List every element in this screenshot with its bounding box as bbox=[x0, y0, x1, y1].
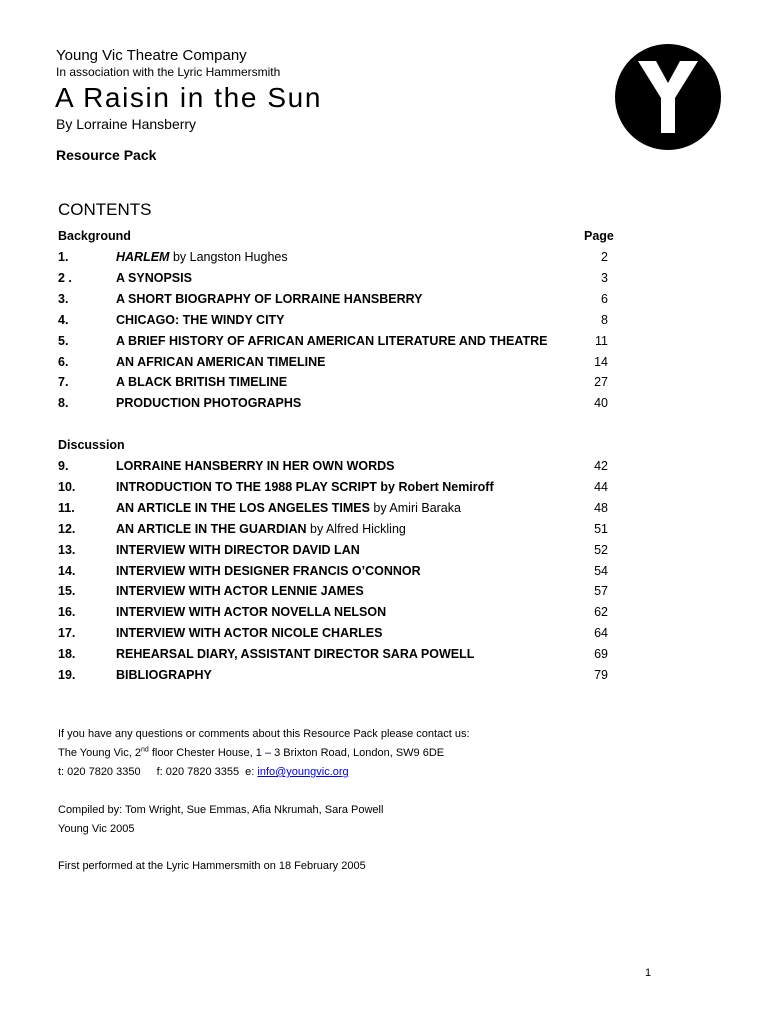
document-title: A Raisin in the Sun bbox=[55, 82, 322, 113]
resource-pack-label: Resource Pack bbox=[56, 147, 157, 163]
contents-row-page: 44 bbox=[594, 479, 608, 494]
contents-row-page: 64 bbox=[594, 626, 608, 641]
contents-row-title bbox=[116, 354, 325, 370]
page-column-header: Page bbox=[584, 229, 614, 243]
contents-row-title-italic: HARLEM bbox=[116, 250, 170, 264]
contents-row-number: 11. bbox=[58, 500, 75, 515]
contents-row-number: 12. bbox=[58, 521, 76, 536]
contents-row bbox=[58, 500, 618, 516]
contents-row bbox=[58, 521, 618, 537]
contents-row-number: 2 . bbox=[58, 270, 72, 285]
company-name: Young Vic Theatre Company bbox=[56, 47, 247, 64]
contents-row-title bbox=[116, 625, 382, 641]
contents-row-title-text: A SHORT BIOGRAPHY OF LORRAINE HANSBERRY bbox=[116, 291, 423, 306]
contents-row-number: 1. bbox=[58, 250, 69, 264]
contents-row-title bbox=[116, 479, 494, 495]
background-section-label: Background bbox=[58, 229, 131, 243]
contents-row-number: 18. bbox=[58, 647, 76, 662]
contents-row-page: 51 bbox=[594, 521, 608, 536]
contents-row bbox=[58, 354, 618, 370]
contents-row-number: 7. bbox=[58, 375, 69, 390]
contents-row bbox=[58, 604, 618, 620]
credit-year: Young Vic 2005 bbox=[58, 823, 135, 835]
contents-row-title-text: A BLACK BRITISH TIMELINE bbox=[116, 375, 288, 390]
contents-row-number: 4. bbox=[58, 312, 69, 327]
contents-row-number: 6. bbox=[58, 354, 69, 369]
contents-row-title-text: PRODUCTION PHOTOGRAPHS bbox=[116, 396, 302, 411]
contents-row-title bbox=[116, 291, 423, 307]
compiled-by: Compiled by: Tom Wright, Sue Emmas, Afia Nkrumah, Sara Powell bbox=[58, 804, 384, 816]
contents-row-title bbox=[116, 374, 287, 390]
contents-row-number: 19. bbox=[58, 668, 76, 682]
contents-row-title-text: REHEARSAL DIARY, ASSISTANT DIRECTOR SARA POWELL bbox=[116, 647, 475, 662]
contents-row bbox=[58, 542, 618, 558]
contents-row bbox=[58, 458, 618, 474]
contents-row-title-text: INTRODUCTION TO THE 1988 PLAY SCRIPT by Robert Nemiroff bbox=[116, 479, 494, 494]
contents-row-page: 2 bbox=[601, 250, 608, 264]
contents-row-title bbox=[116, 542, 360, 558]
contents-row-subtitle: by Langston Hughes bbox=[169, 250, 288, 264]
contact-email-label: e: bbox=[245, 766, 258, 778]
contents-row-title bbox=[116, 521, 406, 537]
contents-row bbox=[58, 563, 618, 579]
contents-row-number: 8. bbox=[58, 396, 69, 411]
contents-row bbox=[58, 395, 618, 411]
contents-row-number: 10. bbox=[58, 479, 76, 494]
contents-row-number: 9. bbox=[58, 459, 69, 473]
contact-email-link[interactable]: info@youngvic.org bbox=[257, 766, 349, 778]
contents-row-title bbox=[116, 604, 386, 620]
contents-row-number: 16. bbox=[58, 605, 76, 620]
page-number: 1 bbox=[645, 967, 652, 979]
contents-row-title bbox=[116, 312, 285, 328]
contents-row-title-text: A SYNOPSIS bbox=[116, 270, 192, 285]
contents-row-number: 15. bbox=[58, 584, 76, 599]
contents-row-title bbox=[116, 563, 421, 579]
contents-row-title-text: AN ARTICLE IN THE GUARDIAN bbox=[116, 521, 307, 536]
contents-row-page: 52 bbox=[594, 542, 608, 557]
contents-row-page: 48 bbox=[594, 500, 608, 515]
contents-row-title bbox=[116, 458, 394, 474]
contents-row-page: 57 bbox=[594, 584, 608, 599]
contents-row-title-text: CHICAGO: THE WINDY CITY bbox=[116, 312, 285, 327]
contents-row bbox=[58, 646, 618, 662]
contents-row-page: 62 bbox=[594, 605, 608, 620]
contents-row-title-text: A BRIEF HISTORY OF AFRICAN AMERICAN LITERATURE AND THEATRE bbox=[116, 333, 548, 348]
contents-row-number: 5. bbox=[58, 333, 69, 348]
contents-row-title-text: INTERVIEW WITH DIRECTOR DAVID LAN bbox=[116, 542, 360, 557]
contents-row bbox=[58, 625, 618, 641]
contents-row-page: 8 bbox=[601, 312, 608, 327]
contents-row-number: 3. bbox=[58, 291, 69, 306]
contents-row-title bbox=[116, 333, 547, 349]
contents-row-number: 14. bbox=[58, 563, 76, 578]
contents-row-title-text: LORRAINE HANSBERRY IN HER OWN WORDS bbox=[116, 459, 395, 473]
contents-row bbox=[58, 312, 618, 328]
contents-row-page: 14 bbox=[594, 354, 608, 369]
contents-row-title bbox=[116, 270, 192, 286]
contents-row-title-text: BIBLIOGRAPHY bbox=[116, 668, 212, 682]
contents-row-title bbox=[116, 395, 301, 411]
contact-intro: If you have any questions or comments about this Resource Pack please contact us: bbox=[58, 728, 470, 740]
address-post: floor Chester House, 1 – 3 Brixton Road, London, SW9 6DE bbox=[148, 747, 445, 759]
young-vic-logo-icon bbox=[614, 43, 722, 151]
contact-address bbox=[58, 746, 444, 760]
contents-row-page: 79 bbox=[594, 668, 608, 682]
contents-row-title-text: AN ARTICLE IN THE LOS ANGELES TIMES bbox=[116, 500, 370, 515]
contents-row-page: 3 bbox=[601, 270, 608, 285]
contents-row bbox=[58, 374, 618, 390]
contents-row bbox=[58, 583, 618, 599]
contents-row bbox=[58, 270, 618, 286]
contents-row-title-text: INTERVIEW WITH ACTOR NICOLE CHARLES bbox=[116, 626, 383, 641]
contents-row bbox=[58, 667, 618, 683]
contents-row-page: 69 bbox=[594, 647, 608, 662]
contents-row-title-text: INTERVIEW WITH ACTOR LENNIE JAMES bbox=[116, 584, 364, 599]
association-line: In association with the Lyric Hammersmith bbox=[56, 65, 281, 79]
contents-row-subtitle: by Alfred Hickling bbox=[306, 521, 406, 536]
contact-tel: t: 020 7820 3350 bbox=[58, 766, 141, 778]
contents-heading: CONTENTS bbox=[58, 200, 152, 219]
contact-fax: f: 020 7820 3355 bbox=[156, 766, 240, 778]
contents-row-subtitle: by Amiri Baraka bbox=[369, 500, 461, 515]
contents-row bbox=[58, 291, 618, 307]
contents-row-title-text: AN AFRICAN AMERICAN TIMELINE bbox=[116, 354, 326, 369]
contents-row-page: 40 bbox=[594, 396, 608, 411]
contents-row-title bbox=[116, 249, 288, 265]
contents-row bbox=[58, 333, 618, 349]
discussion-section-label: Discussion bbox=[58, 438, 125, 452]
contents-row-title-text: INTERVIEW WITH DESIGNER FRANCIS O’CONNOR bbox=[116, 563, 421, 578]
author-line: By Lorraine Hansberry bbox=[56, 116, 197, 132]
contents-row-title bbox=[116, 500, 461, 516]
contents-row bbox=[58, 249, 618, 265]
contents-row-title bbox=[116, 667, 212, 683]
contents-row-page: 27 bbox=[594, 375, 608, 390]
contents-row bbox=[58, 479, 618, 495]
contents-row-title bbox=[116, 583, 364, 599]
contents-row-page: 42 bbox=[594, 459, 608, 473]
address-sup: nd bbox=[140, 746, 149, 754]
contents-row-page: 54 bbox=[594, 563, 608, 578]
contents-row-number: 17. bbox=[58, 626, 76, 641]
contents-row-title-text: INTERVIEW WITH ACTOR NOVELLA NELSON bbox=[116, 605, 387, 620]
contents-row-number: 13. bbox=[58, 542, 76, 557]
first-performed: First performed at the Lyric Hammersmith on 18 February 2005 bbox=[58, 860, 366, 872]
address-pre: The Young Vic, 2 bbox=[58, 747, 141, 759]
contact-phone-line bbox=[58, 765, 349, 779]
contents-row-page: 11 bbox=[595, 333, 608, 348]
contents-row-title bbox=[116, 646, 474, 662]
contents-row-page: 6 bbox=[601, 291, 608, 306]
